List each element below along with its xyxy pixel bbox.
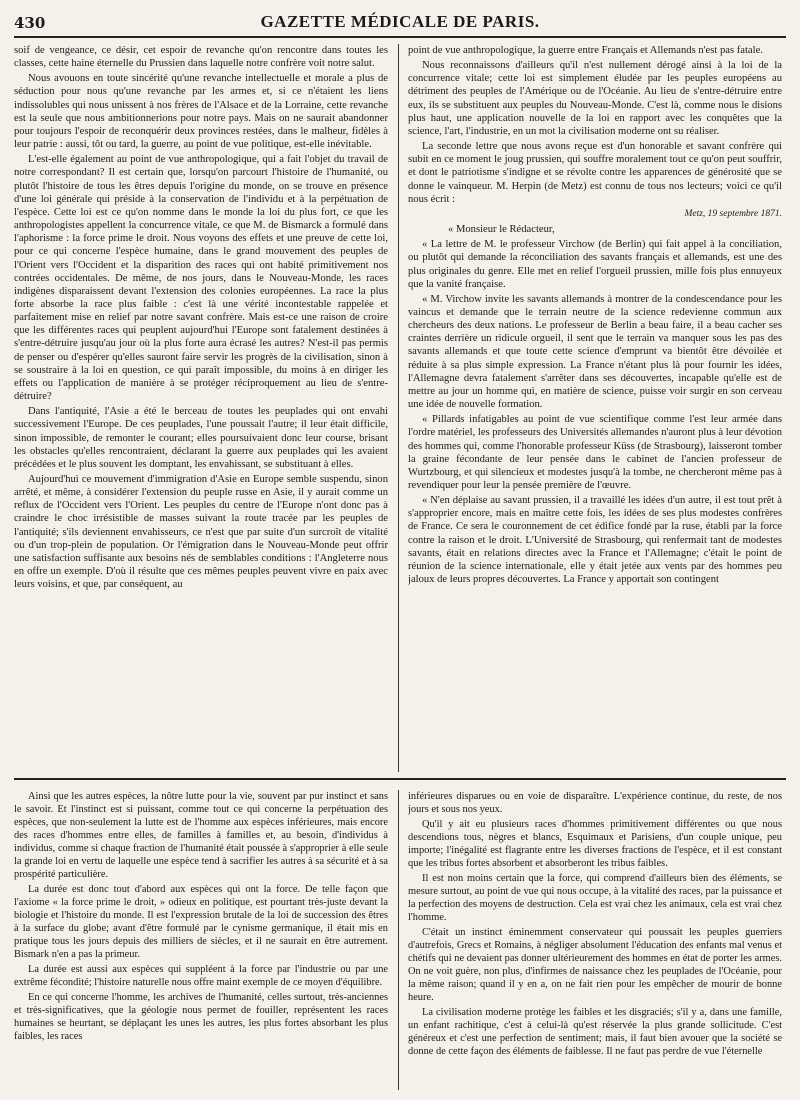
bottom-right-column <box>408 790 782 1090</box>
paragraph: soif de vengeance, ce désir, cet espoir de revanche qu'on rencontre dans toutes les classes, cette haine éternelle du Prussien dans laquelle notre confrère voit notre salut. <box>14 45 388 70</box>
paragraph: Nous reconnaissons d'ailleurs qu'il n'est nullement dérogé ainsi à la loi de la concurrence vitale; cette loi est simplement éludée par les peuples européens au détriment des peuples de l'Amérique ou de l'Océanie. Au lieu de s'entre-détruire entre eux, ils se substituent aux peuples du Nouveau-Monde. C'est là, comme nous le disions plus haut, une application nouvelle de la loi en rapport avec les conquêtes que la science, l'art, l'industrie, en un mot la civilisation moderne ont su réaliser. <box>408 60 782 137</box>
letter-paragraph: « N'en déplaise au savant prussien, il a travaillé les idées d'un autre, il est tout prêt à s'approprier encore, mais en maître cette fois, les idées de ses plus modestes confrères de France. Ce sera le couronnement de cet édifice fondé par la ruse, établi par la force contre la raison et le droit. L'Université de Strasbourg, qui renfermait tant de modestes savants, était en relations directes avec la France et l'Allemagne; c'était le point de réunion de la science internationale, elle y était jetée aux vents par des hommes peu jaloux de leurs propres découvertes. La France y apportait son contingent <box>408 495 782 586</box>
letter-paragraph: « La lettre de M. le professeur Virchow (de Berlin) qui fait appel à la conciliation, ou plutôt qui demande la réconciliation des savants français et allemands, est une des plus originales du genre. Elle met en relief l'orgueil prussien, mille fois plus ennuyeux que la vanité française. <box>408 239 782 290</box>
paragraph: La civilisation moderne protège les faibles et les disgraciés; s'il y a, dans une famille, un enfant rachitique, c'est à celui-là qu'est réservée la plus grande sollicitude. C'est généreux et c'est une perfection de sentiment; mais, il faut bien avouer que la société se donne de cette façon des éléments de faiblesse. Il ne faut pas perdre de vue l'éternelle <box>408 1007 782 1057</box>
paragraph: La seconde lettre que nous avons reçue est d'un honorable et savant confrère qui subit en ce moment le joug prussien, qui souffre moralement tout ce qu'on peut souffrir, et dont le patriotisme s'indigne et se révolte contre les apparences de générosité que se donne le vainqueur. M. Herpin (de Metz) est connu de tous nos lecteurs; voici ce qu'il nous écrit : <box>408 141 782 205</box>
journal-title: GAZETTE MÉDICALE DE PARIS. <box>260 12 540 31</box>
page-number: 430 <box>14 14 46 32</box>
bottom-left-column <box>14 790 388 1090</box>
paragraph: La durée est donc tout d'abord aux espèces qui ont la force. De telle façon que l'axiome « la force prime le droit, » odieux en politique, est pourtant très-juste devant la biologie et l'histoire du monde. Il est l'expression brutale de la loi de succession des êtres à la surface du globe; avant d'être formulé par le cynisme germanique, il était mis en pratique tous les jours depuis des milliers de siècles, et il ne saurait en être autrement. Bismark n'en a pas la primeur. <box>14 884 388 960</box>
paragraph: Dans l'antiquité, l'Asie a été le berceau de toutes les peuplades qui ont envahi successivement l'Europe. De ces peuplades, l'une poussait l'autre; il leur était difficile, sinon impossible, de remonter le courant; elles poursuivaient donc leur course, brisant les obstacles qu'elles rencontraient, déclarant la guerre aux peuplades qui les avaient précédées et le plus souvent les domptant, les envahissant, se substituant à elles. <box>14 406 388 470</box>
letter-paragraph: « Pillards infatigables au point de vue scientifique comme l'est leur armée dans l'ordre matériel, les professeurs des Universités allemandes n'auront plus à leur dévotion des hommes qui, comme l'honorable professeur Küss (de Strasbourg), laisseront tomber la graine fécondante de leur pensée dans le cabinet de l'ancien professeur de Wurtzbourg, et qui silencieux et modestes jusqu'à la tombe, ne chercheront même pas à revendiquer pour leur la pensée première de l'œuvre. <box>408 414 782 491</box>
page-header <box>14 8 786 38</box>
column-divider <box>398 44 399 772</box>
paragraph: Qu'il y ait eu plusieurs races d'hommes primitivement différentes ou que nous descendions tous, nègres et blancs, Esquimaux et Parisiens, d'un couple unique, peu importe; l'inégalité est flagrante entre les diverses fractions de l'espèce, et il est constant que les tribus fortes absorbent et absorberont les tribus faibles. <box>408 819 782 869</box>
letter-dateline: Metz, 19 septembre 1871. <box>684 208 782 219</box>
newspaper-page <box>14 8 786 1092</box>
column-divider <box>398 790 399 1090</box>
paragraph: inférieures disparues ou en voie de disparaître. L'expérience continue, du reste, de nos jours et sous nos yeux. <box>408 791 782 815</box>
feuilleton-section <box>14 790 786 1090</box>
paragraph: Aujourd'hui ce mouvement d'immigration d'Asie en Europe semble suspendu, sinon arrêté, et même, à considérer l'extension du peuple russe en Asie, il y aurait comme un reflux de l'Occident vers l'Orient. Les peuples du centre de l'Europe n'ont donc pas à craindre le choc irrésistible de masses suivant la route tracée par les peuples de l'antiquité; s'ils deviennent envahisseurs, ce n'est que par suite d'un surcroît de vitalité ou d'un trop-plein de population. Or l'émigration dans le Nouveau-Monde peut offrir une satisfaction suffisante aux besoins nés de semblables conditions : l'Angleterre nous en offre un exemple. D'où il résulte que ces mêmes peuples peuvent vivre en paix avec leurs voisins, et que, par conséquent, au <box>14 474 388 591</box>
letter-salutation: « Monsieur le Rédacteur, <box>448 224 555 236</box>
paragraph: point de vue anthropologique, la guerre entre Français et Allemands n'est pas fatale. <box>408 45 763 56</box>
paragraph: Il est non moins certain que la force, qui comprend d'ailleurs bien des éléments, se mesure surtout, au point de vue qui nous occupe, à la vitalité des races, par la puissance et la perfection des moyens de destruction. Cela est vrai chez les animaux, cela est vrai chez l'homme. <box>408 873 782 923</box>
top-right-column <box>408 44 782 772</box>
letter-paragraph: « M. Virchow invite les savants allemands à montrer de la condescendance pour les vaincus et demande que le terrain neutre de la science redevienne commun aux chercheurs des deux nations. Le professeur de Berlin a beau faire, il a beau cacher ses craintes derrière un ridicule orgueil, il sent que le terrain va manquer sous les pas des savants allemands et que toute cette science d'emprunt va bientôt être dévoilée et réduite à sa plus simple expression. La France n'étant plus là pour fournir les idées, l'Allemagne devra fatalement s'arrêter dans ses découvertes, incapable qu'elle est de mettre au jour un homme qui, en matière de science, puisse voir surgir en son cerveau une idée de nouvelle formation. <box>408 293 782 411</box>
paragraph: La durée est aussi aux espèces qui suppléent à la force par l'industrie ou par une extrême fécondité; l'histoire naturelle nous offre maint exemple de ce moyen d'équilibre. <box>14 964 388 988</box>
top-left-column <box>14 44 388 772</box>
paragraph: Nous avouons en toute sincérité qu'une revanche intellectuelle et morale a plus de séduction pour nous qu'une revanche par les armes et, si ce n'étaient les liens indissolubles qui nous unissent à nos frères de l'Alsace et de la Lorraine, cette revanche est la seule que nous ambitionnerions pour notre pays. Mais on ne saurait abandonner pour toujours l'espoir de reconquérir deux provinces restées, dans le malheur, fidèles à leur patrie : aussi, tôt ou tard, la guerre, au point de vue politique, est-elle inévitable. <box>14 73 388 151</box>
paragraph: Ainsi que les autres espèces, la nôtre lutte pour la vie, souvent par pur instinct et sans le savoir. Et l'instinct est si puissant, comme tout ce qui concerne la perpétuation des espèces, que non-seulement la lutte est de l'homme aux espèces inférieures, mais encore des races d'hommes entre elles, de familles à familles et, au besoin, d'individus à individus, comme si chaque fraction de l'humanité était poussée à s'approprier à elle seule la grande loi en vertu de laquelle une espèce tend à sacrifier les autres à sa sécurité et à sa prospérité particulière. <box>14 791 388 880</box>
paragraph: C'était un instinct éminemment conservateur qui poussait les peuples guerriers d'autrefois, Grecs et Romains, à négliger absolument l'éducation des enfants mal venus et chétifs qui ne devaient pas donner ultérieurement des hommes en état de porter les armes. On ne voit guère, non plus, d'infirmes de naissance chez les peuplades de l'Océanie, pour la même raison; quand il y en a, on ne fait rien pour les empêcher de mourir de bonne heure. <box>408 927 782 1003</box>
section-divider <box>14 778 786 780</box>
paragraph: En ce qui concerne l'homme, les archives de l'humanité, celles surtout, très-anciennes et très-significatives, que la géologie nous permet de fouiller, représentent les races humaines se heurtant, se déplaçant les unes les autres, les plus fortes absorbant les plus faibles, les races <box>14 992 388 1042</box>
paragraph: L'est-elle également au point de vue anthropologique, qui a fait l'objet du travail de notre correspondant? Il est certain que, lorsqu'on parcourt l'histoire de l'humanité, ou plutôt l'histoire de tous les êtres depuis l'origine du monde, on se trouve en présence d'une loi générale qui préside à la conservation de l'individu et à la perpétuation de l'espèce. Cette loi est ce qu'on nomme dans le monde la loi du plus fort, ce que les anthropologistes appellent la concurrence vitale, ce que M. de Bismarck a formulé dans l'aphorisme : la force prime le droit. Nous voyons des effets et une preuve de cette loi, pour ce qui concerne l'espèce humaine, dans le grand mouvement des peuples de l'Orient vers l'Occident et la disparition des races qui ont habité primitivement nos contrées occidentales. De même, de nos jours, dans le Nouveau-Monde, les races indigènes disparaissent devant l'extension des colonies européennes. La race la plus forte absorbe la race plus faible : c'est là une vérité incontestable rappelée et parfaitement mise en relief par notre savant confrère. Mais est-ce une raison de croire que les différentes races qui peuplent aujourd'hui l'Europe sont fatalement destinées à s'entre-détruire jusqu'au jour où la plus forte aura écrasé les autres? N'est-il pas permis de penser ou d'espérer qu'elles sauront faire servir les progrès de la civilisation, sinon à se soustraire à la loi en question, ce qui paraît impossible, du moins à en diriger les effets ou l'application de manière à se protéger réciproquement au lieu de s'entre-détruire? <box>14 154 388 403</box>
top-article-section <box>14 44 786 772</box>
